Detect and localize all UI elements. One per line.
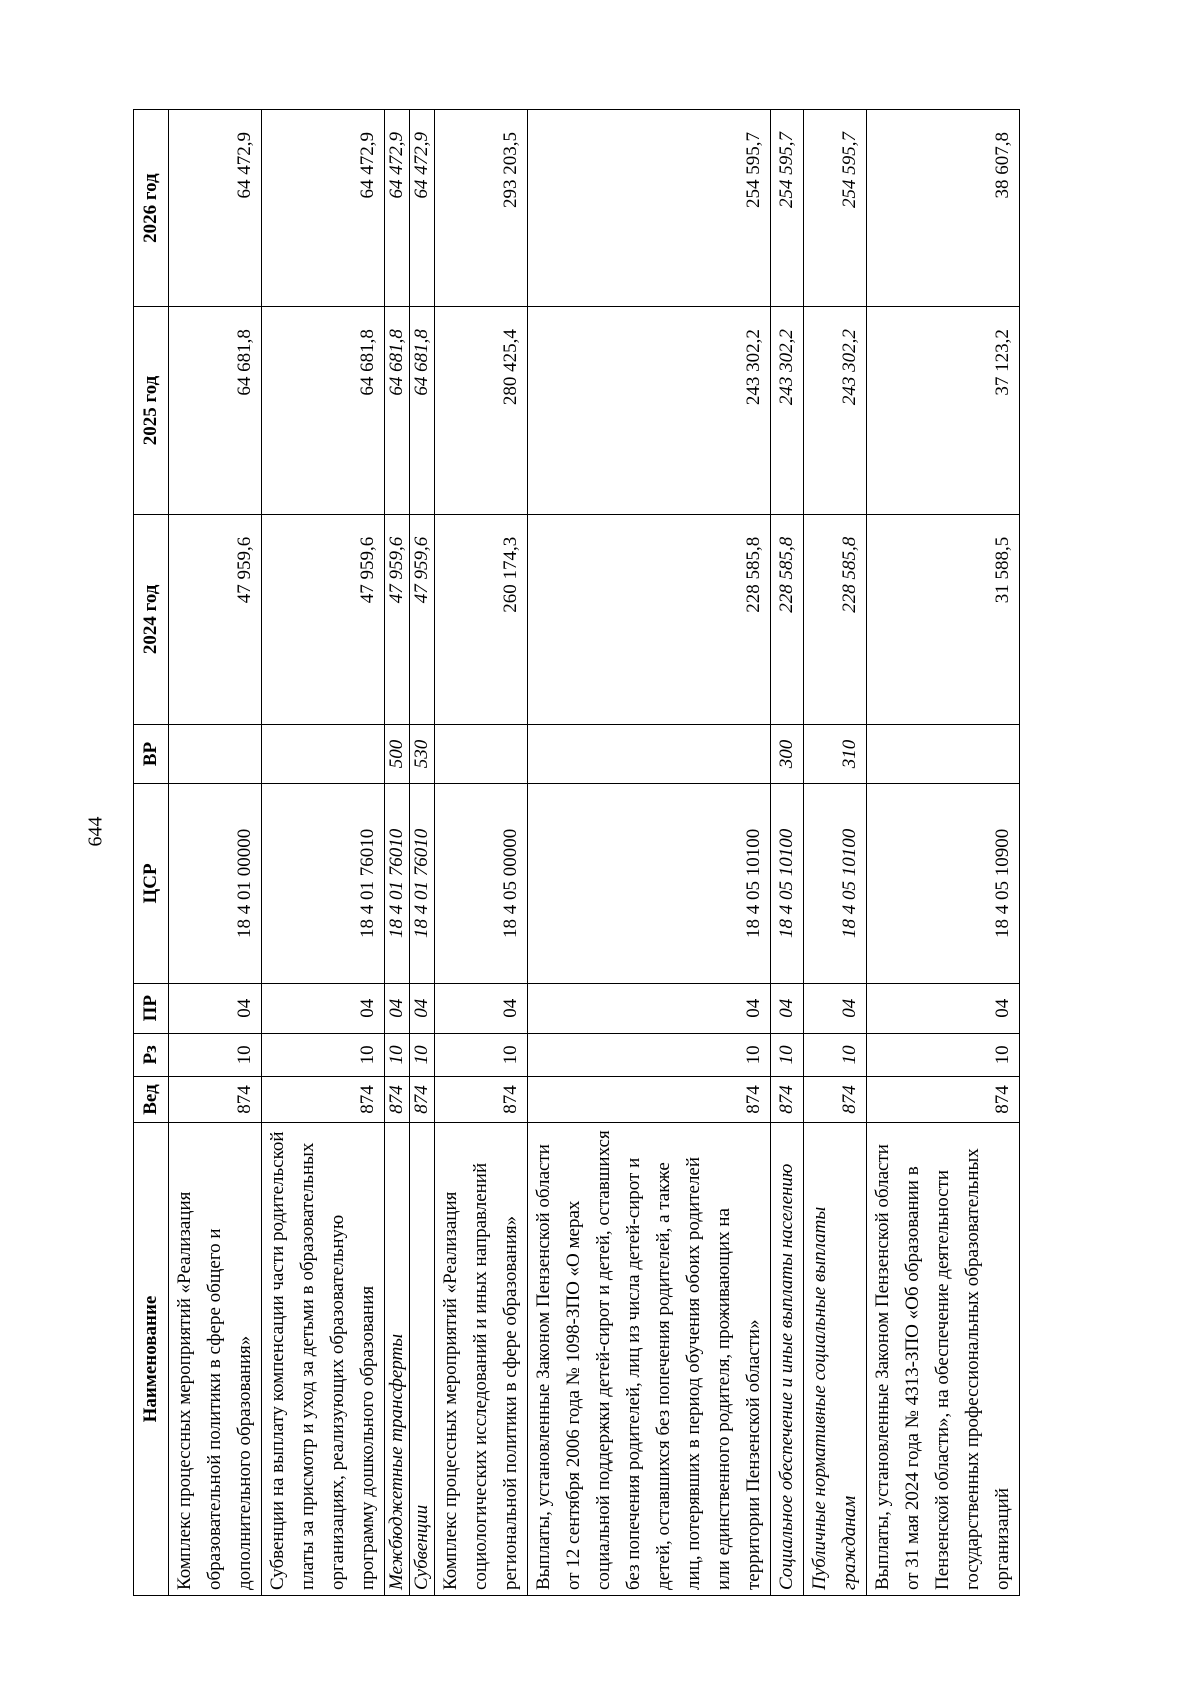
header-2026: 2026 год [134,110,169,307]
row-2024: 228 585,8 [528,514,771,724]
row-pr: 04 [867,983,1020,1033]
row-pr: 04 [528,983,771,1033]
header-2025: 2025 год [134,307,169,515]
row-vr [435,724,528,783]
header-2024: 2024 год [134,514,169,724]
table-row [771,110,804,1596]
row-ved: 874 [867,1077,1020,1123]
row-vr [169,724,262,783]
row-pr: 04 [385,983,410,1033]
table-row [410,110,435,1596]
row-rz: 10 [410,1033,435,1076]
row-ved: 874 [528,1077,771,1123]
row-rz: 10 [262,1033,385,1076]
row-vr: 300 [771,724,804,783]
row-rz: 10 [169,1033,262,1076]
row-2025: 64 681,8 [169,307,262,515]
row-2026: 254 595,7 [528,110,771,307]
row-rz: 10 [528,1033,771,1076]
header-csr: ЦСР [134,784,169,984]
header-ved: Вед [134,1077,169,1123]
row-name: Межбюджетные трансферты [385,1123,410,1596]
row-2025: 37 123,2 [867,307,1020,515]
row-name: Социальное обеспечение и иные выплаты населению [771,1123,804,1596]
page-number: 644 [84,816,107,847]
row-2024: 47 959,6 [410,514,435,724]
row-rz: 10 [435,1033,528,1076]
row-2025: 64 681,8 [410,307,435,515]
row-ved: 874 [385,1077,410,1123]
row-ved: 874 [262,1077,385,1123]
row-name: Выплаты, установленные Законом Пензенской области от 12 сентября 2006 года № 1098-ЗПО «О мерах социальной поддержки детей-сирот и детей, оставшихся без попечения родителей, лиц из числа детей-сирот и детей, оставшихся без попечения родителей, а также лиц, потерявших в период обучения обоих родителей или единственного родителя, проживающих на территории Пензенской области» [528,1123,771,1596]
row-2025: 280 425,4 [435,307,528,515]
row-pr: 04 [435,983,528,1033]
row-2026: 64 472,9 [410,110,435,307]
row-2024: 31 588,5 [867,514,1020,724]
header-name: Наименование [134,1123,169,1596]
row-pr: 04 [262,983,385,1033]
row-rz: 10 [867,1033,1020,1076]
row-name: Субвенции [410,1123,435,1596]
header-pr: ПР [134,983,169,1033]
row-2026: 38 607,8 [867,110,1020,307]
row-2024: 47 959,6 [385,514,410,724]
row-vr [528,724,771,783]
row-vr: 310 [804,724,867,783]
row-ved: 874 [804,1077,867,1123]
row-2024: 228 585,8 [771,514,804,724]
row-name: Комплекс процессных мероприятий «Реализация образовательной политики в сфере общего и дополнительного образования» [169,1123,262,1596]
row-rz: 10 [771,1033,804,1076]
row-2024: 47 959,6 [262,514,385,724]
row-csr: 18 4 01 00000 [169,784,262,984]
table-row [262,110,385,1596]
budget-table [133,109,1020,1596]
table-row [169,110,262,1596]
row-name: Комплекс процессных мероприятий «Реализация социологических исследований и иных направлений региональной политики в сфере образования» [435,1123,528,1596]
row-csr: 18 4 05 10100 [804,784,867,984]
row-2026: 254 595,7 [771,110,804,307]
row-2025: 243 302,2 [804,307,867,515]
row-csr: 18 4 05 10100 [771,784,804,984]
row-pr: 04 [804,983,867,1033]
header-rz: Рз [134,1033,169,1076]
row-2025: 243 302,2 [528,307,771,515]
table-row [435,110,528,1596]
table-header-row [134,110,169,1596]
row-2025: 64 681,8 [262,307,385,515]
row-2024: 47 959,6 [169,514,262,724]
row-rz: 10 [385,1033,410,1076]
row-2025: 243 302,2 [771,307,804,515]
row-2024: 228 585,8 [804,514,867,724]
row-pr: 04 [169,983,262,1033]
row-csr: 18 4 01 76010 [262,784,385,984]
row-2026: 254 595,7 [804,110,867,307]
table-row [867,110,1020,1596]
row-vr: 500 [385,724,410,783]
row-2024: 260 174,3 [435,514,528,724]
row-ved: 874 [169,1077,262,1123]
row-pr: 04 [410,983,435,1033]
row-2026: 64 472,9 [262,110,385,307]
row-ved: 874 [410,1077,435,1123]
table-row [385,110,410,1596]
row-ved: 874 [771,1077,804,1123]
row-csr: 18 4 05 10100 [528,784,771,984]
row-csr: 18 4 05 00000 [435,784,528,984]
row-vr: 530 [410,724,435,783]
row-csr: 18 4 05 10900 [867,784,1020,984]
row-2026: 64 472,9 [169,110,262,307]
row-vr [867,724,1020,783]
rotated-table-container [133,109,1077,1596]
row-csr: 18 4 01 76010 [410,784,435,984]
row-ved: 874 [435,1077,528,1123]
row-name: Публичные нормативные социальные выплаты гражданам [804,1123,867,1596]
row-vr [262,724,385,783]
row-name: Выплаты, установленные Законом Пензенской области от 31 мая 2024 года № 4313-ЗПО «Об образовании в Пензенской области», на обеспечение деятельности государственных профессиональных образовательных организаций [867,1123,1020,1596]
table-row [528,110,771,1596]
row-2026: 293 203,5 [435,110,528,307]
row-csr: 18 4 01 76010 [385,784,410,984]
row-pr: 04 [771,983,804,1033]
row-rz: 10 [804,1033,867,1076]
row-2026: 64 472,9 [385,110,410,307]
row-2025: 64 681,8 [385,307,410,515]
row-name: Субвенции на выплату компенсации части родительской платы за присмотр и уход за детьми в образовательных организациях, реализующих образовательную программу дошкольного образования [262,1123,385,1596]
table-row [804,110,867,1596]
header-vr: ВР [134,724,169,783]
